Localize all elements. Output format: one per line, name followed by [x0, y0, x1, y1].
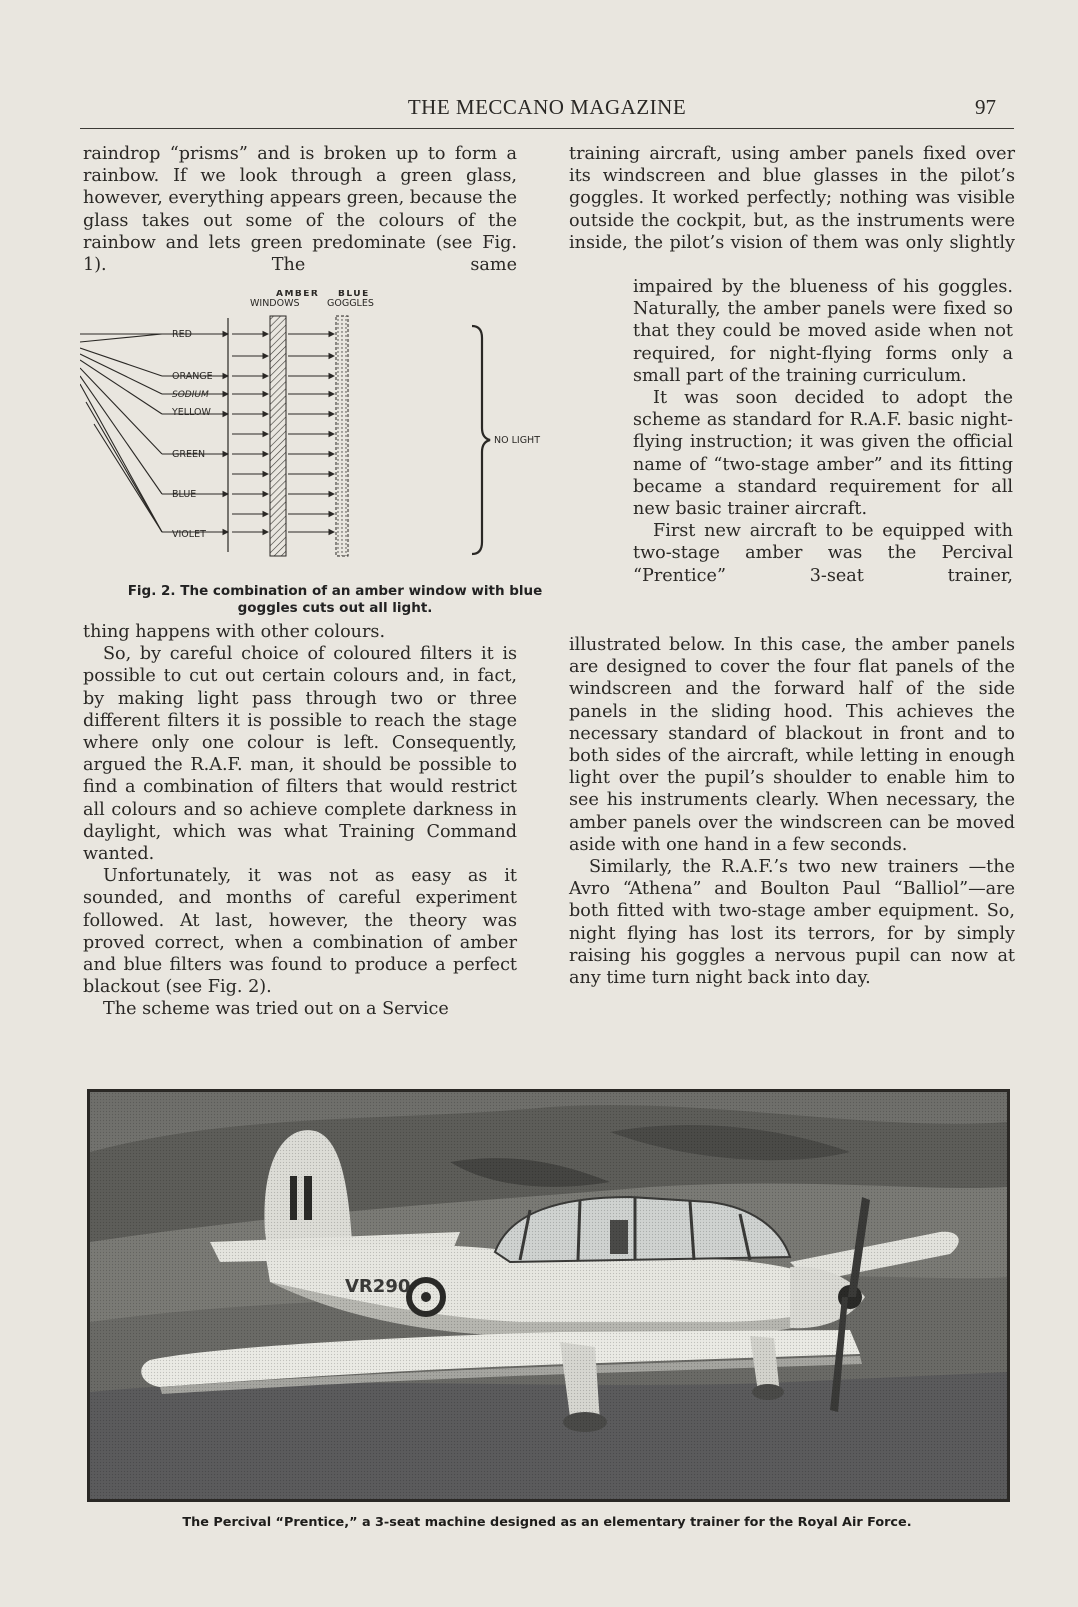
- paragraph: It was soon decided to adopt the scheme as standard for R.A.F. basic night-flying instruction; it was given the official name of “two-stage amber” and its fitting became a standard requirement for all new basic trainer aircraft.: [633, 388, 1013, 520]
- amber-window-filter: [270, 316, 286, 556]
- magazine-title: THE MECCANO MAGAZINE: [407, 95, 687, 119]
- filter-diagram-svg: [80, 290, 600, 590]
- left-column-bottom: [83, 621, 517, 1021]
- figure-caption-line2: goggles cuts out all light.: [237, 600, 433, 616]
- paragraph: First new aircraft to be equipped with two-stage amber was the Percival “Prentice” 3-seat trainer,: [633, 521, 1013, 586]
- colour-sodium: SODIUM: [172, 390, 209, 400]
- paragraph: illustrated below. In this case, the amber panels are designed to cover the four flat panels of the windscreen and the forward half of the side panels in the sliding hood. This achieves the necessary standard of blackout in front and to both sides of the aircraft, while letting in enough light over the pupil’s shoulder to enable him to see his instruments clearly. When necessary, the amber panels over the windscreen can be moved aside with one hand in a few seconds.: [569, 635, 1015, 855]
- paragraph: So, by careful choice of coloured filters it is possible to cut out certain colours and, in fact, by making light pass through two or three different filters it is possible to reach the stage where only one colour is left. Consequently, argued the R.A.F. man, it should be possible to find a combination of filters that would restrict all colours and so achieve complete darkness in daylight, which was what Training Command wanted.: [83, 644, 517, 865]
- figure-caption-line1: Fig. 2. The combination of an amber window with blue: [127, 583, 543, 599]
- paragraph: The scheme was tried out on a Service: [103, 999, 449, 1020]
- aircraft-photo: [87, 1089, 1010, 1502]
- brace: [472, 326, 490, 554]
- colour-red: RED: [172, 329, 192, 340]
- amber-label: AMBER: [276, 290, 320, 299]
- filter-diagram: [80, 290, 600, 590]
- ray-arrows: [162, 334, 334, 532]
- colour-yellow: YELLOW: [172, 407, 211, 418]
- right-column-top: [569, 143, 1015, 254]
- figure-caption: [80, 583, 590, 617]
- aircraft-photo-svg: [90, 1092, 1007, 1499]
- photo-caption: The Percival “Prentice,” a 3-seat machine designed as an elementary trainer for the Royal Air Force.: [182, 1515, 912, 1530]
- page-header: [80, 92, 1014, 129]
- colour-green: GREEN: [172, 449, 206, 460]
- paragraph: training aircraft, using amber panels fixed over its windscreen and blue glasses in the pilot’s goggles. It worked perfectly; nothing was visible outside the cockpit, but, as the instruments were inside, the pilot’s vision of them was only slightly: [569, 144, 1015, 253]
- goggles-label: GOGGLES: [327, 298, 374, 309]
- colour-orange: ORANGE: [172, 371, 213, 382]
- left-column-top: [83, 143, 517, 276]
- paragraph: Similarly, the R.A.F.’s two new trainers —the Avro “Athena” and Boulton Paul “Balliol”—are both fitted with two-stage amber equipment. So, night flying has lost its terrors, for by simply raising his goggles a nervous pupil can now at any time turn night back into day.: [569, 857, 1015, 989]
- page-number: 97: [975, 95, 996, 119]
- blue-goggles-filter: [336, 316, 348, 556]
- colour-blue: BLUE: [172, 489, 197, 500]
- paragraph: impaired by the blueness of his goggles. Naturally, the amber panels were fixed so that they could be moved aside when not required, for night-flying forms only a small part of the training curriculum.: [633, 277, 1013, 386]
- paragraph: Unfortunately, it was not as easy as it sounded, and months of careful experiment followed. At last, however, the theory was proved correct, when a combination of amber and blue filters was found to produce a perfect blackout (see Fig. 2).: [83, 866, 517, 998]
- paragraph: raindrop “prisms” and is broken up to form a rainbow. If we look through a green glass, however, everything appears green, because the glass takes out some of the colours of the rainbow and lets green predominate (see Fig. 1). The same: [83, 144, 517, 276]
- right-column-bottom: [569, 634, 1015, 989]
- right-column-narrow: [633, 276, 1013, 587]
- incoming-rays: [80, 334, 162, 532]
- blue-label: BLUE: [338, 290, 370, 299]
- colour-violet: VIOLET: [172, 529, 206, 540]
- windows-label: WINDOWS: [250, 298, 300, 309]
- paragraph: thing happens with other colours.: [83, 622, 386, 642]
- no-light-label: NO LIGHT: [494, 435, 541, 446]
